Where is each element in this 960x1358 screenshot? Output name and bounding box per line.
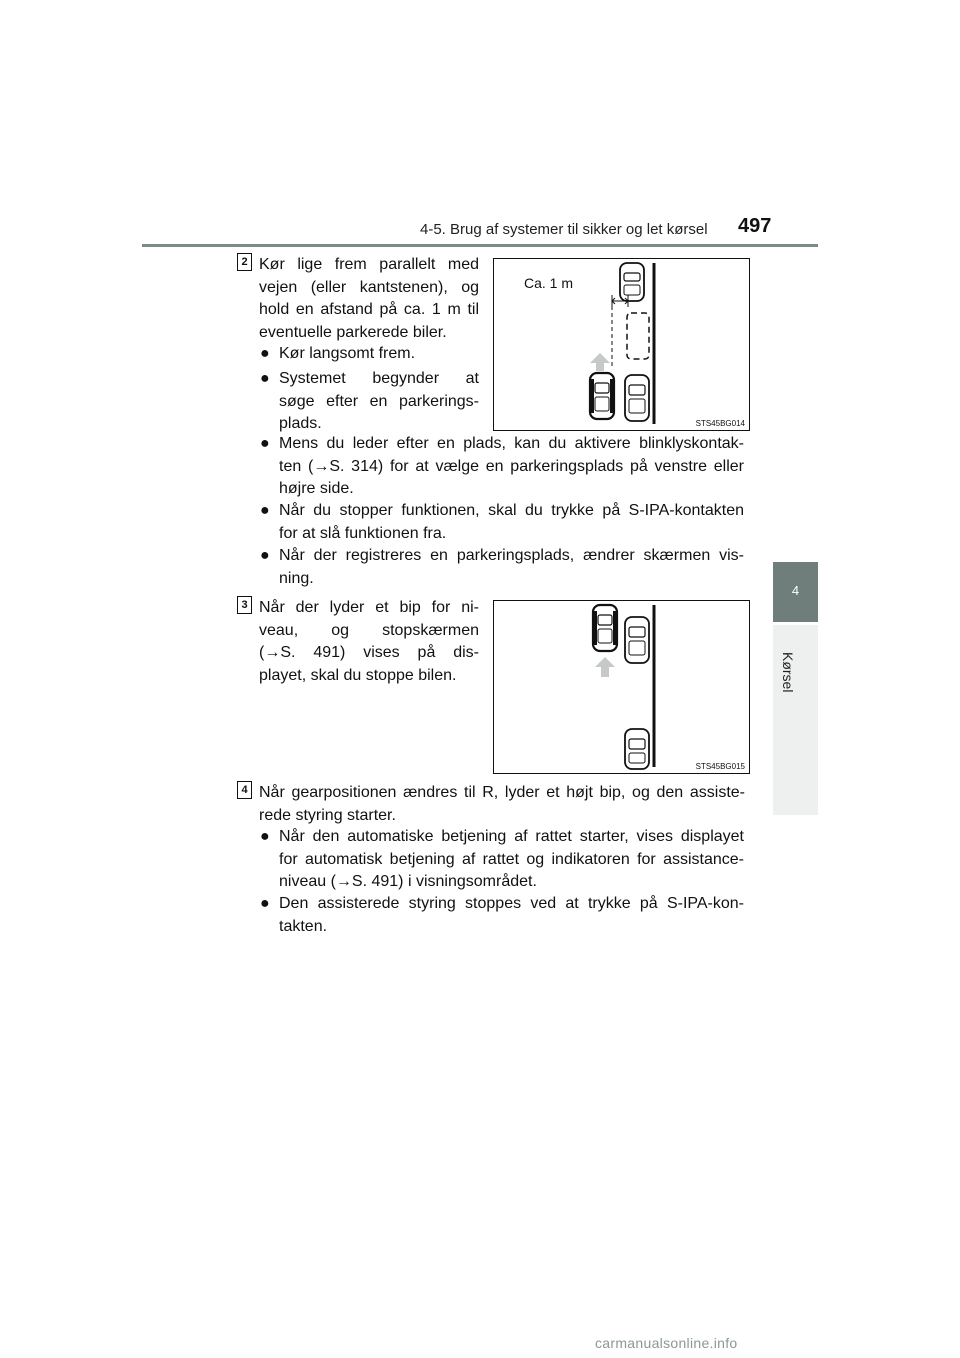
step-4-text [259, 782, 745, 827]
own-car-icon [590, 373, 614, 419]
text-line: vejen (eller kantstenen), og [259, 278, 479, 296]
text-line: hold en afstand på ca. 1 m til [259, 301, 479, 318]
text-line: Når der lyder et bip for ni- [259, 599, 479, 616]
text-line: Når der registreres en parkeringsplads, ændrer skærmen vis- [279, 547, 744, 564]
text-line: plads. [279, 415, 322, 432]
text-line: for at slå funktionen fra. [279, 524, 447, 542]
figure-code: STS45BG014 [695, 419, 745, 428]
figure-stop-position [493, 600, 750, 774]
bullet-icon: ● [260, 547, 270, 564]
figure-parking-search [493, 258, 750, 431]
bullet-text [279, 368, 479, 436]
text-line: ning. [279, 569, 314, 587]
header-rule [142, 244, 818, 247]
text-line: Når gearpositionen ændres til R, lyder et højt bip, og den assiste- [259, 784, 745, 801]
step-marker-4: 4 [237, 781, 252, 799]
parked-car-icon [620, 263, 644, 301]
text-line: rede styring starter. [259, 806, 396, 824]
text-line: eventuelle parkerede biler. [259, 323, 447, 341]
text-line: ten (→S. 314) for at vælge en parkeringsplads på venstre eller [279, 457, 744, 475]
parked-car-icon [625, 375, 649, 421]
text-line: Kør lige frem parallelt med [259, 256, 479, 273]
bullet-text: Kør langsomt frem. [279, 345, 416, 362]
header-title: 4-5. Brug af systemer til sikker og let kørsel [420, 221, 708, 238]
parked-car-icon [625, 617, 649, 663]
step-2-text [259, 254, 479, 344]
parking-space-outline [627, 313, 649, 359]
bullet-text [279, 826, 744, 894]
bullet-text [279, 500, 744, 545]
text-line: Når du stopper funktionen, skal du trykke på S-IPA-kontakten [279, 502, 744, 519]
step-marker-3: 3 [237, 596, 252, 614]
text-line: veau, og stopskærmen [259, 621, 479, 639]
bullet-text [279, 545, 744, 590]
text-line: for automatisk betjening af rattet og indikatoren for assistance- [279, 850, 744, 868]
parking-search-illustration [494, 259, 749, 430]
step-marker-2: 2 [237, 253, 252, 271]
text-line: søge efter en parkerings- [279, 392, 479, 410]
own-car-icon [593, 605, 617, 651]
chapter-tab: 4 [773, 562, 818, 622]
bullet-icon: ● [260, 370, 270, 387]
step-3-text [259, 597, 479, 687]
bullet-icon: ● [260, 828, 270, 845]
bullet-text [279, 893, 744, 938]
footer-watermark: carmanualsonline.info [595, 1335, 738, 1351]
bullet-icon: ● [260, 435, 270, 452]
figure-code: STS45BG015 [695, 762, 745, 771]
bullet-icon: ● [260, 895, 270, 912]
text-line: Når den automatiske betjening af rattet starter, vises displayet [279, 828, 744, 845]
text-line: Systemet begynder at [279, 370, 479, 387]
parked-car-icon [625, 729, 649, 769]
text-line: Den assisterede styring stoppes ved at trykke på S-IPA-kon- [279, 895, 744, 912]
text-line: playet, skal du stoppe bilen. [259, 666, 457, 684]
forward-arrow-icon [595, 657, 615, 677]
forward-arrow-icon [590, 353, 610, 371]
text-line: (→S. 491) vises på dis- [259, 644, 479, 661]
page-number: 497 [738, 215, 772, 237]
bullet-icon: ● [260, 502, 270, 519]
distance-label: Ca. 1 m [524, 275, 574, 291]
text-line: niveau (→S. 491) i visningsområdet. [279, 873, 537, 890]
text-line: takten. [279, 917, 328, 935]
bullet-text [279, 433, 744, 501]
text-line: Mens du leder efter en plads, kan du aktivere blinklyskontak- [279, 435, 744, 452]
chapter-label: Kørsel [780, 652, 796, 693]
stop-position-illustration [494, 601, 749, 773]
text-line: højre side. [279, 480, 354, 497]
bullet-icon: ● [260, 345, 270, 362]
